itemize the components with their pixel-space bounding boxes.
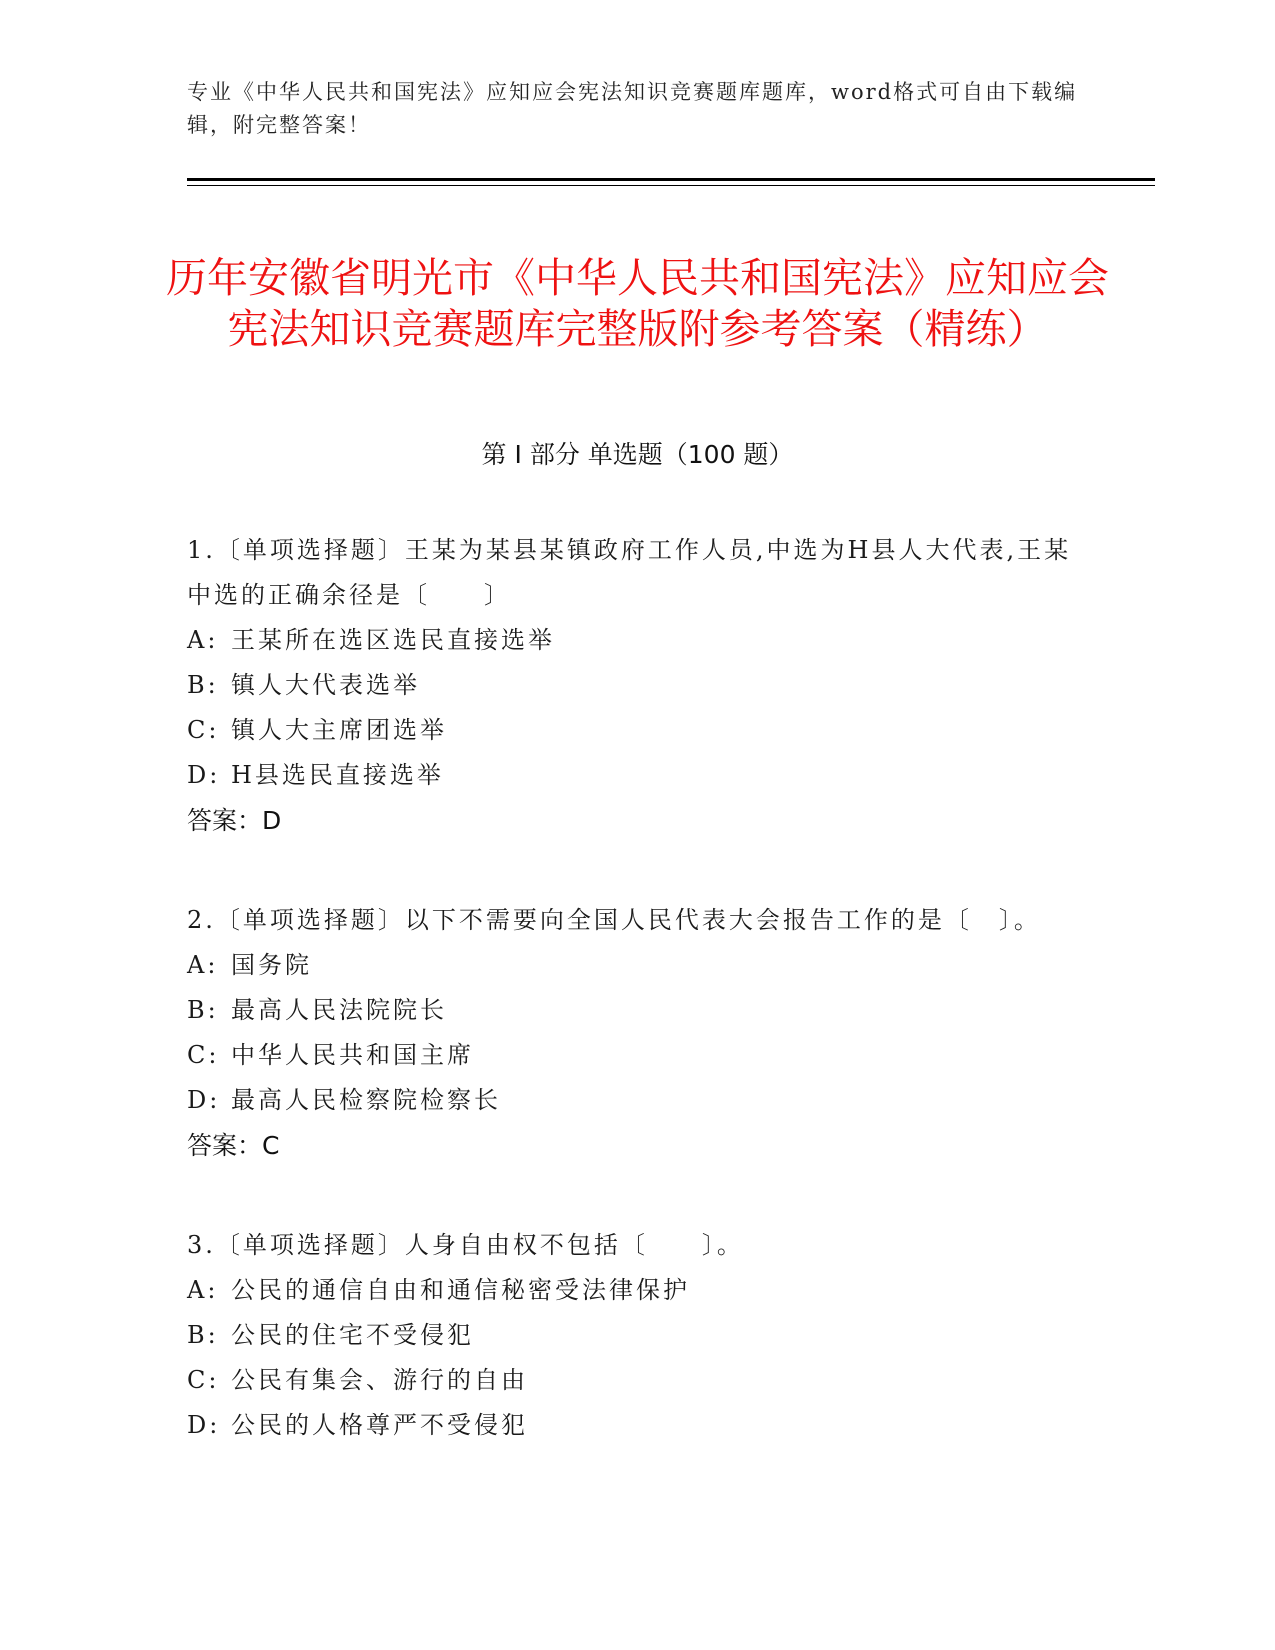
option-b — [187, 1313, 1077, 1358]
option-letter: D: — [187, 1411, 221, 1439]
answer-line: 答案：D — [187, 806, 282, 835]
option-letter: B: — [187, 996, 219, 1024]
question-stem: 1.〔单项选择题〕王某为某县某镇政府工作人员,中选为H县人大代表,王某中选的正确余径是〔 〕 — [187, 536, 1072, 609]
option-letter: B: — [187, 671, 219, 699]
option-b — [187, 663, 1077, 708]
option-letter: D: — [187, 761, 221, 789]
option-text: 最高人民法院院长 — [231, 996, 447, 1024]
section-heading: 第 I 部分 单选题（100 题） — [481, 440, 794, 469]
option-text: 公民的通信自由和通信秘密受法律保护 — [231, 1276, 690, 1304]
option-text: 中华人民共和国主席 — [231, 1041, 474, 1069]
document-title: 历年安徽省明光市《中华人民共和国宪法》应知应会宪法知识竞赛题库完整版附参考答案（精练） — [166, 254, 1109, 354]
option-d — [187, 1078, 1077, 1123]
option-d — [187, 753, 1077, 798]
option-letter: A: — [187, 626, 219, 654]
option-text: H县选民直接选举 — [231, 761, 444, 789]
option-text: 镇人大代表选举 — [231, 671, 420, 699]
option-d — [187, 1403, 1077, 1448]
option-letter: B: — [187, 1321, 219, 1349]
option-letter: C: — [187, 1041, 220, 1069]
option-text: 公民的住宅不受侵犯 — [231, 1321, 474, 1349]
header-rule-thick — [187, 178, 1155, 181]
option-a — [187, 943, 1077, 988]
question-list — [187, 528, 1077, 1503]
option-text: 最高人民检察院检察长 — [231, 1086, 501, 1114]
option-text: 王某所在选区选民直接选举 — [231, 626, 555, 654]
question-3 — [187, 1223, 1077, 1448]
option-text: 国务院 — [231, 951, 312, 979]
document-intro: 专业《中华人民共和国宪法》应知应会宪法知识竞赛题库题库，word格式可自由下载编辑，附完整答案！ — [187, 80, 1078, 137]
option-text: 公民的人格尊严不受侵犯 — [231, 1411, 528, 1439]
question-stem: 3.〔单项选择题〕人身自由权不包括〔 〕。 — [187, 1231, 744, 1259]
option-letter: D: — [187, 1086, 221, 1114]
question-1 — [187, 528, 1077, 843]
question-stem: 2.〔单项选择题〕以下不需要向全国人民代表大会报告工作的是〔 〕。 — [187, 906, 1041, 934]
option-letter: A: — [187, 951, 219, 979]
answer-line: 答案：C — [187, 1131, 280, 1160]
option-text: 公民有集会、游行的自由 — [231, 1366, 528, 1394]
option-b — [187, 988, 1077, 1033]
option-c — [187, 1358, 1077, 1403]
option-c — [187, 708, 1077, 753]
option-letter: C: — [187, 716, 220, 744]
option-a — [187, 1268, 1077, 1313]
header-rule-thin — [187, 185, 1155, 186]
option-letter: C: — [187, 1366, 220, 1394]
option-letter: A: — [187, 1276, 219, 1304]
question-2 — [187, 898, 1077, 1168]
option-a — [187, 618, 1077, 663]
option-c — [187, 1033, 1077, 1078]
option-text: 镇人大主席团选举 — [231, 716, 447, 744]
